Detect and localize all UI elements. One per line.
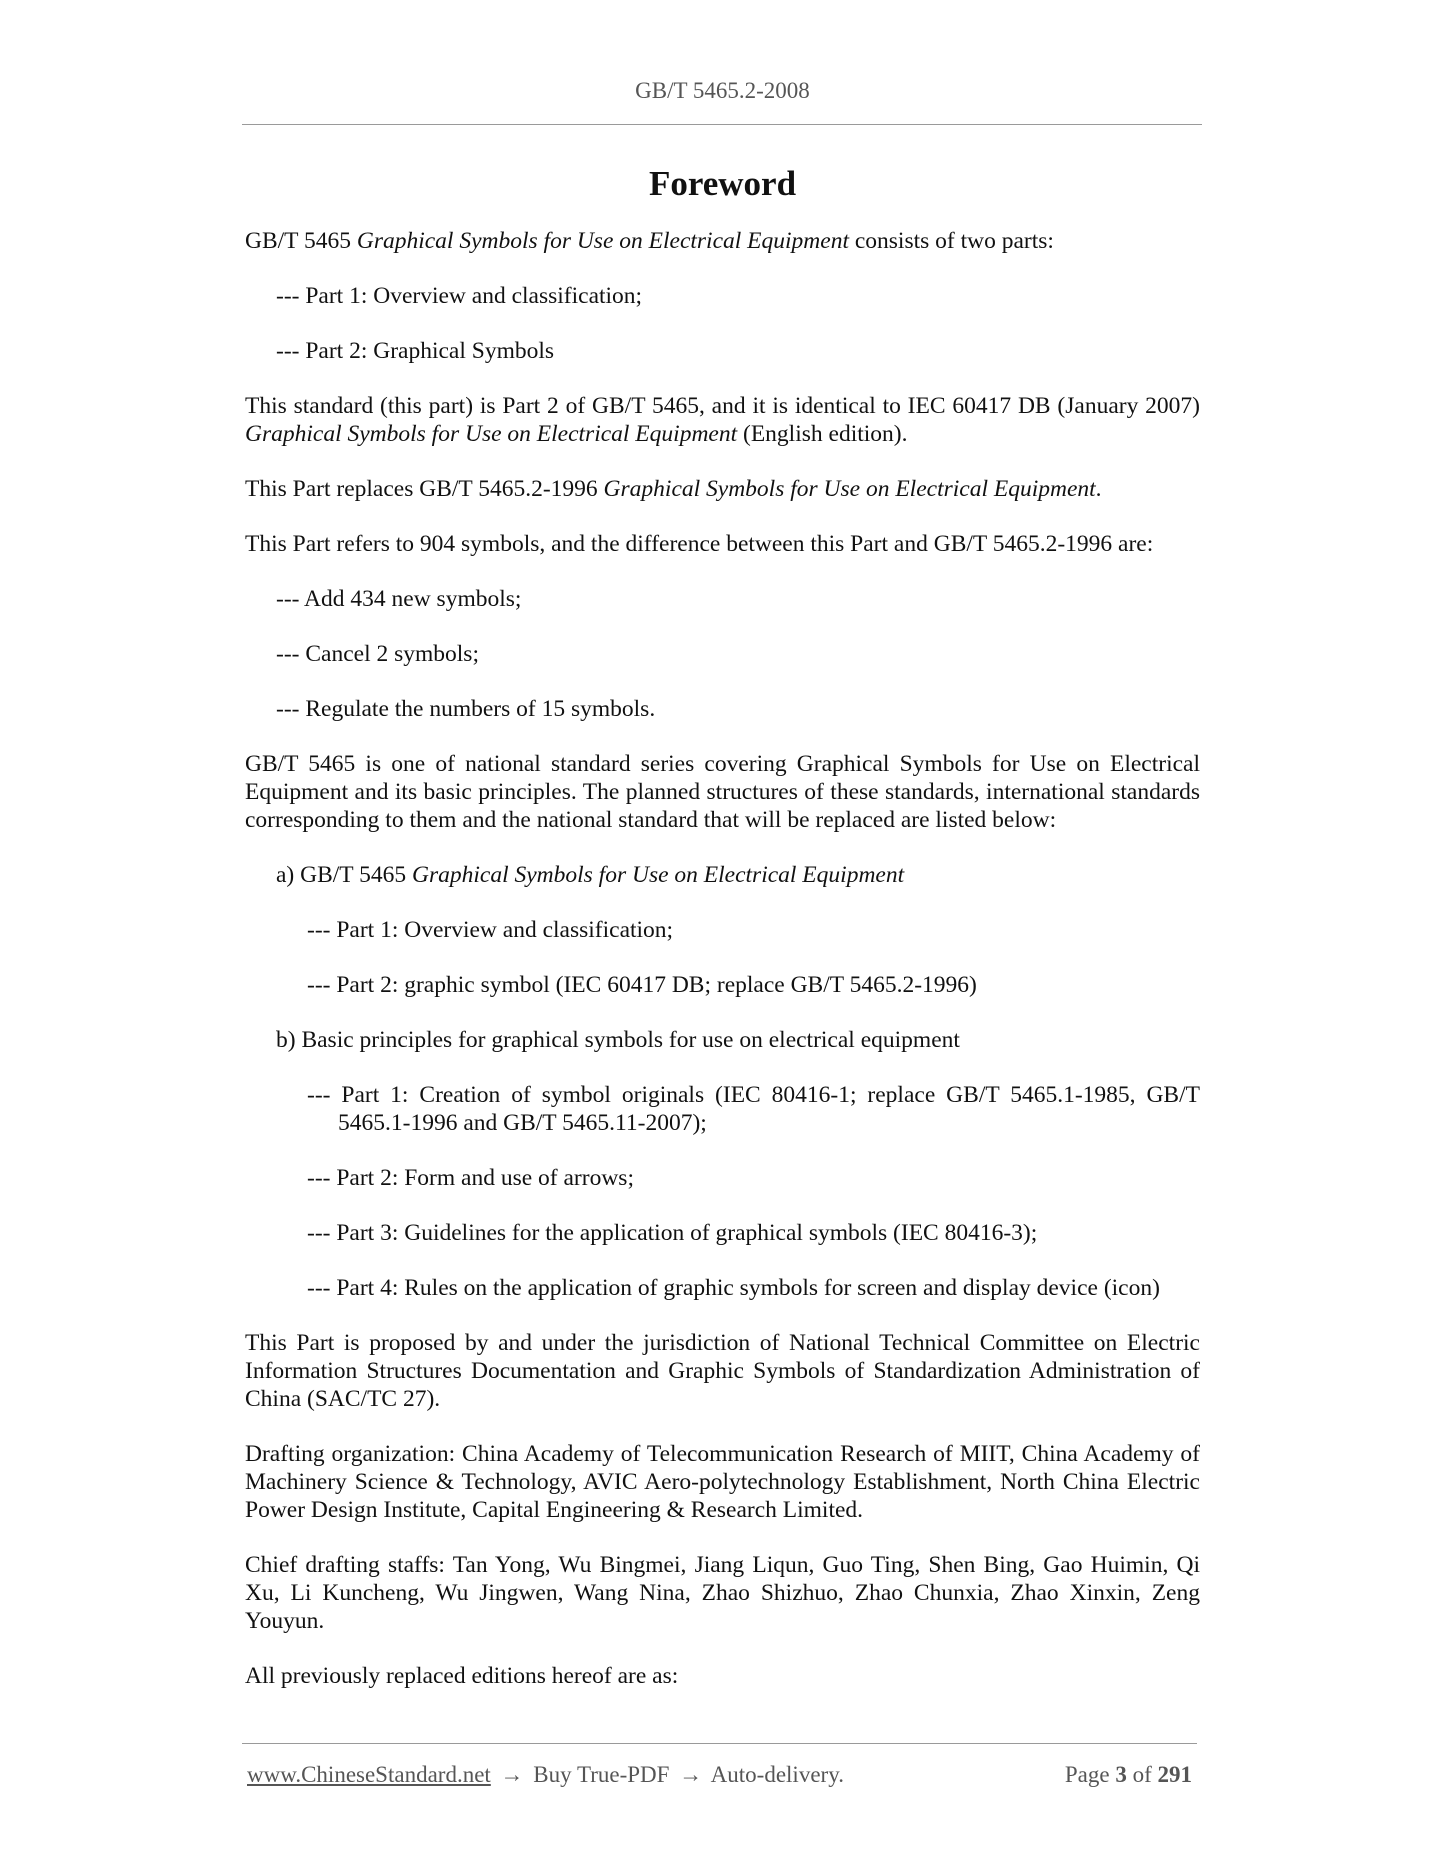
- list-item: --- Part 3: Guidelines for the application of graphical symbols (IEC 80416-3);: [307, 1220, 1038, 1246]
- list-item: --- Cancel 2 symbols;: [276, 641, 479, 667]
- list-item: --- Part 1: Overview and classification;: [276, 283, 643, 309]
- italic-title: Graphical Symbols for Use on Electrical Equipment: [603, 476, 1096, 502]
- document-code-header: GB/T 5465.2-2008: [635, 78, 810, 103]
- paragraph-drafting-organization: Drafting organization: China Academy of Telecommunication Research of MIIT, China Academy of Machinery Science & Technology, AVIC Aero-polytechnology Establishment, North China Electric Power Design Institute, Capital Engineering & Research Limited.: [245, 1441, 1200, 1523]
- footer-divider: [242, 1743, 1197, 1744]
- total-pages: 291: [1157, 1762, 1192, 1787]
- italic-title: Graphical Symbols for Use on Electrical Equipment: [412, 862, 905, 888]
- paragraph-drafting-staffs: Chief drafting staffs: Tan Yong, Wu Bingmei, Jiang Liqun, Guo Ting, Shen Bing, Gao Huimin, Qi Xu, Li Kuncheng, Wu Jingwen, Wang Nina, Zhao Shizhuo, Zhao Chunxia, Zhao Xinxin, Zeng Youyun.: [245, 1552, 1200, 1634]
- italic-title: Graphical Symbols for Use on Electrical Equipment: [356, 228, 849, 254]
- page-prefix: Page: [1064, 1762, 1116, 1787]
- text-span: .: [1095, 476, 1102, 502]
- header-divider: [242, 124, 1202, 125]
- list-item: --- Part 2: Graphical Symbols: [276, 338, 555, 364]
- page-number: [1065, 1762, 1192, 1788]
- list-item-b: b) Basic principles for graphical symbols for use on electrical equipment: [276, 1027, 960, 1053]
- text-span: GB/T 5465: [245, 228, 357, 254]
- paragraph-differences: This Part refers to 904 symbols, and the difference between this Part and GB/T 5465.2-1996 are:: [245, 531, 1154, 557]
- paragraph-identity: [245, 392, 1200, 448]
- list-item: --- Part 2: Form and use of arrows;: [307, 1165, 634, 1191]
- text-span: This Part replaces GB/T 5465.2-1996: [245, 476, 604, 502]
- list-item: --- Part 4: Rules on the application of graphic symbols for screen and display device (icon): [307, 1275, 1160, 1301]
- buy-pdf-text: Buy True-PDF: [533, 1762, 670, 1787]
- auto-delivery-text: Auto-delivery.: [710, 1762, 844, 1787]
- paragraph-previous-editions: All previously replaced editions hereof are as:: [245, 1663, 679, 1689]
- text-span: (English edition).: [737, 421, 908, 447]
- paragraph-jurisdiction: This Part is proposed by and under the jurisdiction of National Technical Committee on Electric Information Structures Documentation and Graphic Symbols of Standardization Administration of China (SAC/TC 27).: [245, 1330, 1200, 1412]
- text-span: consists of two parts:: [848, 228, 1054, 254]
- page-of: of: [1126, 1762, 1158, 1787]
- list-item: --- Part 1: Creation of symbol originals (IEC 80416-1; replace GB/T 5465.1-1985, GB/T 5465.1-1996 and GB/T 5465.11-2007);: [307, 1082, 1200, 1136]
- arrow-right-icon: →: [500, 1762, 524, 1787]
- paragraph-series: GB/T 5465 is one of national standard series covering Graphical Symbols for Use on Electrical Equipment and its basic principles. The planned structures of these standards, international standards corresponding to them and the national standard that will be replaced are listed below:: [245, 751, 1200, 833]
- arrow-right-icon: →: [679, 1762, 703, 1787]
- paragraph-parts-intro: [245, 227, 1200, 255]
- site-link[interactable]: www.ChineseStandard.net: [247, 1762, 491, 1787]
- page-title: Foreword: [648, 164, 797, 203]
- paragraph-replaces: [245, 475, 1200, 503]
- list-item-a: [245, 861, 1200, 889]
- list-item: --- Part 2: graphic symbol (IEC 60417 DB; replace GB/T 5465.2-1996): [307, 972, 977, 998]
- current-page: 3: [1115, 1762, 1127, 1787]
- page-footer: [247, 1762, 1192, 1788]
- list-item: --- Part 1: Overview and classification;: [307, 917, 674, 943]
- italic-title: Graphical Symbols for Use on Electrical Equipment: [245, 421, 738, 447]
- document-body: [245, 227, 1200, 1717]
- text-span: This standard (this part) is Part 2 of GB/T 5465, and it is identical to IEC 60417 DB (January 2007): [245, 393, 1200, 419]
- list-item: --- Regulate the numbers of 15 symbols.: [276, 696, 656, 722]
- text-span: a) GB/T 5465: [276, 862, 412, 888]
- list-item: --- Add 434 new symbols;: [276, 586, 522, 612]
